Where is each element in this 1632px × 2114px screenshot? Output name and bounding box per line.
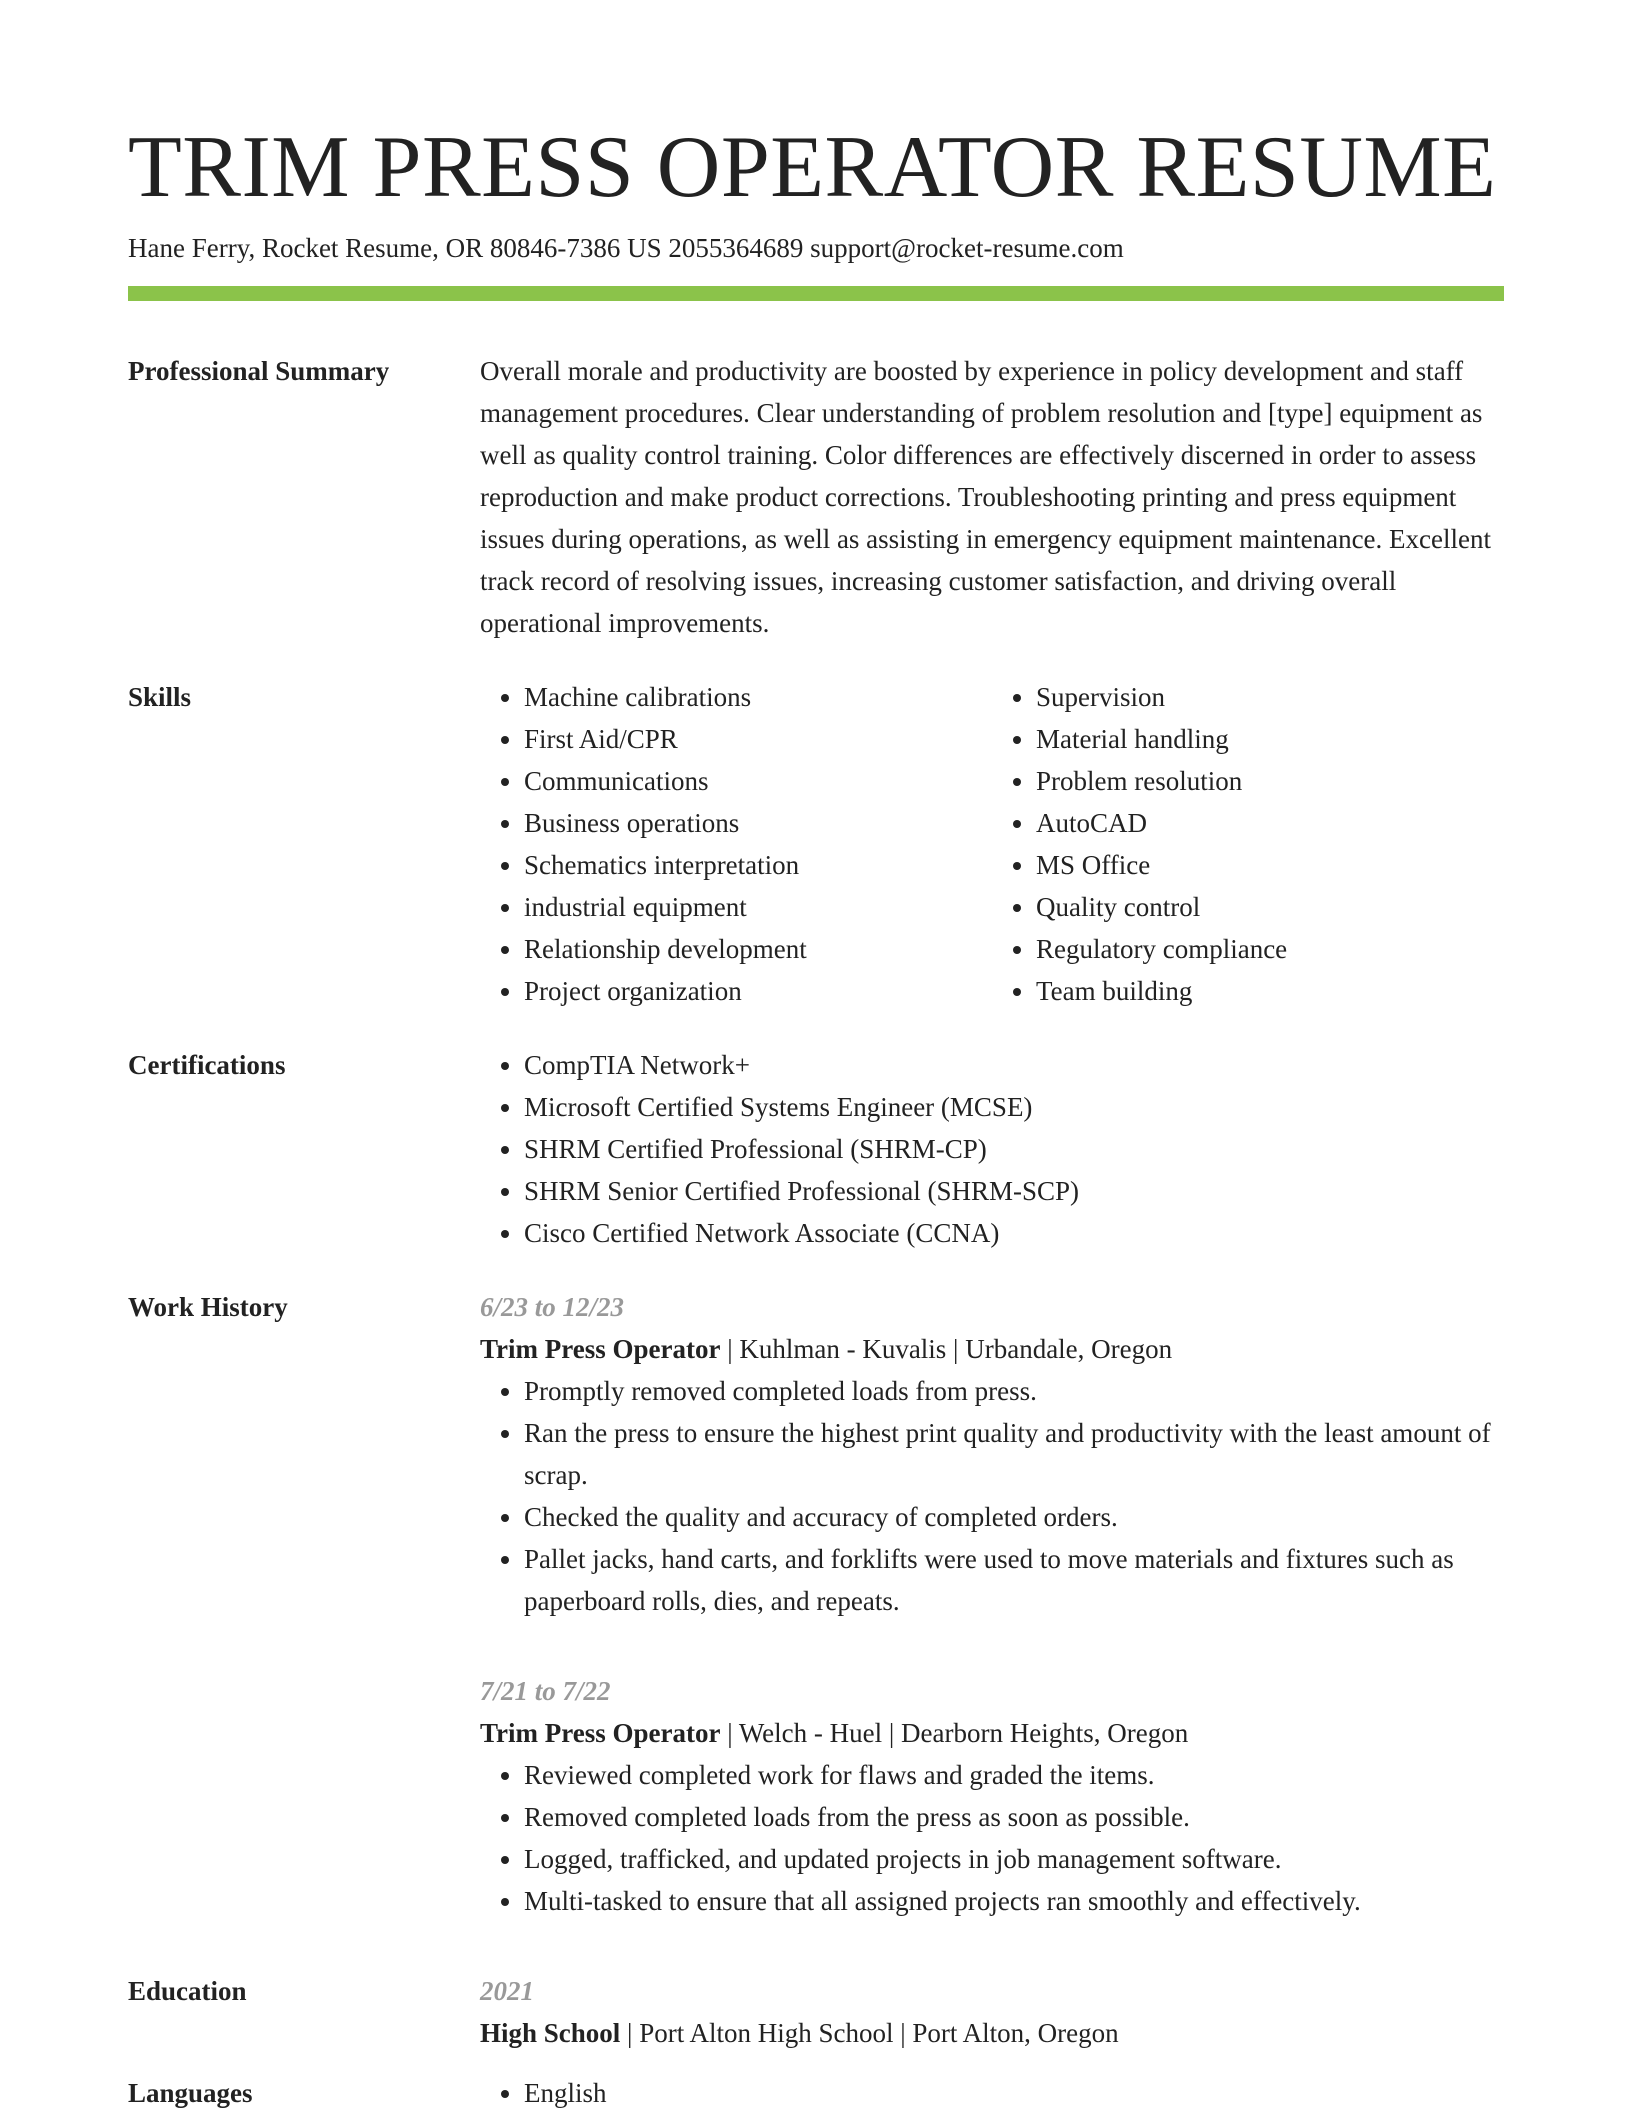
languages-label: Languages [128, 2078, 253, 2108]
skill-item: • AutoCAD [1036, 802, 1504, 844]
resume-title: TRIM PRESS OPERATOR RESUME [128, 119, 1497, 216]
skill-item: • Problem resolution [1036, 760, 1504, 802]
skill-item: • industrial equipment [524, 886, 992, 928]
job-duty: • Promptly removed completed loads from press. [524, 1370, 1504, 1412]
certifications-section [480, 1044, 1504, 1254]
summary-text: Overall morale and productivity are boosted by experience in policy development and staff management procedures. Clear understanding of problem resolution and [type] equipment as well as quality control training. Color differences are effectively discerned in order to assess reproduction and make product corrections. Troubleshooting printing and press equipment issues during operations, as well as assisting in emergency equipment maintenance. Excellent track record of resolving issues, increasing customer satisfaction, and driving overall operational improvements. [480, 356, 1491, 638]
job-heading [480, 1328, 1504, 1370]
skill-item: • Machine calibrations [524, 676, 992, 718]
job-entry [480, 1670, 1504, 1922]
certification-item: • CompTIA Network+ [524, 1044, 1504, 1086]
certifications-label: Certifications [128, 1050, 286, 1080]
summary-label: Professional Summary [128, 356, 390, 386]
job-title: Trim Press Operator [480, 1334, 721, 1364]
job-duty: • Pallet jacks, hand carts, and forklifts were used to move materials and fixtures such as paperboard rolls, dies, and repeats. [524, 1538, 1504, 1622]
skill-item: • Project organization [524, 970, 992, 1012]
skill-item: • Relationship development [524, 928, 992, 970]
job-duty: • Multi-tasked to ensure that all assigned projects ran smoothly and effectively. [524, 1880, 1504, 1922]
job-duty: • Removed completed loads from the press as soon as possible. [524, 1796, 1504, 1838]
job-heading [480, 1712, 1504, 1754]
skill-item: • MS Office [1036, 844, 1504, 886]
education-label: Education [128, 1976, 247, 2006]
education-section [480, 1970, 1504, 2054]
skills-section [480, 676, 1504, 1012]
certification-item: • SHRM Senior Certified Professional (SHRM-SCP) [524, 1170, 1504, 1212]
certifications-list [480, 1044, 1504, 1254]
skill-item: • Material handling [1036, 718, 1504, 760]
job-duties-list [480, 1370, 1504, 1622]
skill-item: • Team building [1036, 970, 1504, 1012]
skills-list-left [480, 676, 992, 1012]
contact-line: Hane Ferry, Rocket Resume, OR 80846-7386 US 2055364689 support@rocket-resume.com [128, 233, 1124, 263]
summary-section [480, 350, 1504, 644]
accent-divider [128, 286, 1504, 301]
job-duty: • Checked the quality and accuracy of completed orders. [524, 1496, 1504, 1538]
job-title: Trim Press Operator [480, 1718, 721, 1748]
skill-item: • Schematics interpretation [524, 844, 992, 886]
job-dates: 6/23 to 12/23 [480, 1292, 625, 1322]
certification-item: • SHRM Certified Professional (SHRM-CP) [524, 1128, 1504, 1170]
job-employer-location: | Kuhlman - Kuvalis | Urbandale, Oregon [720, 1334, 1173, 1364]
languages-section [480, 2072, 1504, 2114]
language-item: • English [524, 2072, 1504, 2114]
work-history-label: Work History [128, 1292, 288, 1322]
skills-grid [480, 676, 1504, 1012]
skill-item: • Business operations [524, 802, 992, 844]
languages-list [480, 2072, 1504, 2114]
skill-item: • First Aid/CPR [524, 718, 992, 760]
skill-item: • Regulatory compliance [1036, 928, 1504, 970]
education-year: 2021 [480, 1976, 534, 2006]
job-duties-list [480, 1754, 1504, 1922]
job-employer-location: | Welch - Huel | Dearborn Heights, Oregon [720, 1718, 1189, 1748]
skill-item: • Quality control [1036, 886, 1504, 928]
job-duty: • Logged, trafficked, and updated projects in job management software. [524, 1838, 1504, 1880]
job-duty: • Ran the press to ensure the highest print quality and productivity with the least amount of scrap. [524, 1412, 1504, 1496]
skills-label: Skills [128, 682, 192, 712]
job-dates: 7/21 to 7/22 [480, 1676, 611, 1706]
certification-item: • Microsoft Certified Systems Engineer (MCSE) [524, 1086, 1504, 1128]
education-school-location: | Port Alton High School | Port Alton, Oregon [620, 2018, 1119, 2048]
job-entry [480, 1286, 1504, 1622]
education-degree: High School [480, 2018, 621, 2048]
job-duty: • Reviewed completed work for flaws and graded the items. [524, 1754, 1504, 1796]
skill-item: • Supervision [1036, 676, 1504, 718]
skills-list-right [992, 676, 1504, 1012]
skill-item: • Communications [524, 760, 992, 802]
education-heading [480, 2012, 1504, 2054]
certification-item: • Cisco Certified Network Associate (CCNA) [524, 1212, 1504, 1254]
